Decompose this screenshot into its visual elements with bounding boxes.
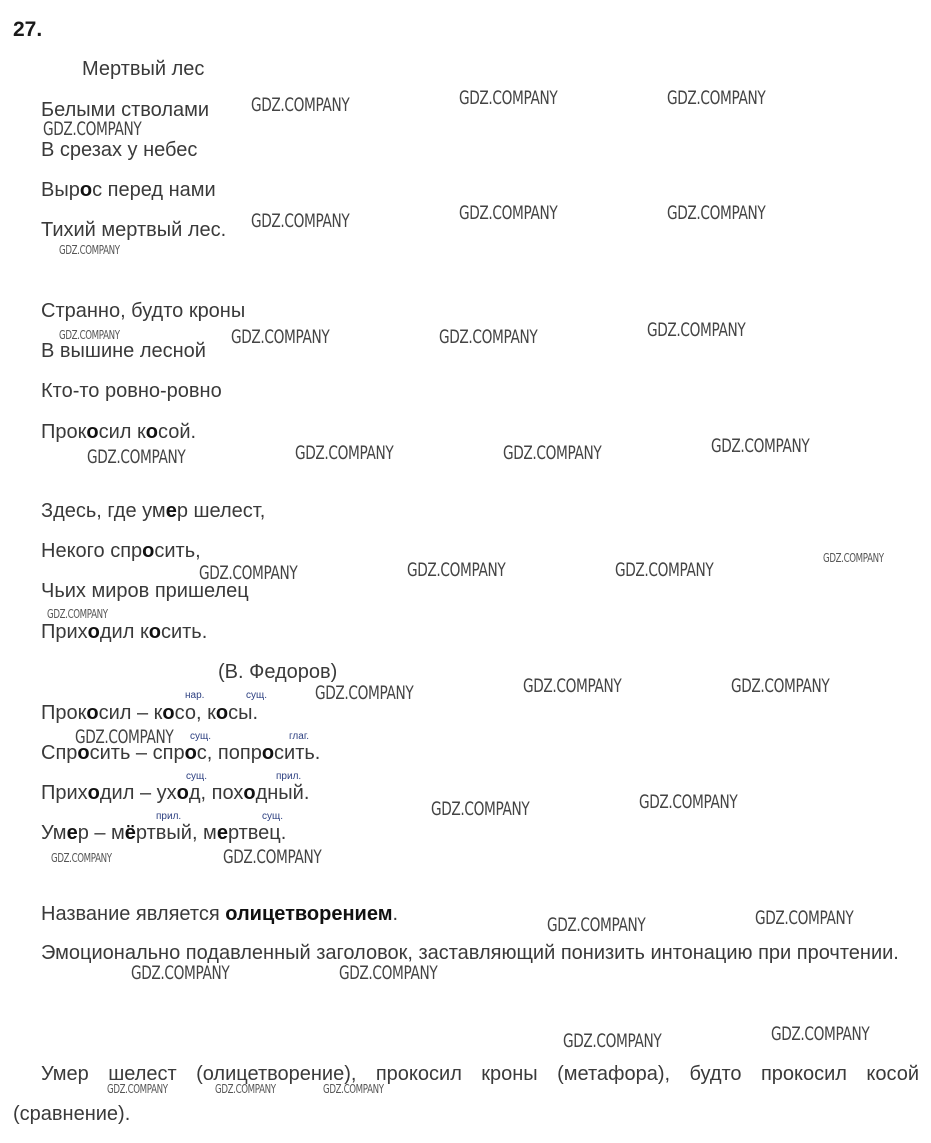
text-segment: сой. <box>157 421 197 443</box>
watermark: GDZ.COMPANY <box>231 326 330 348</box>
watermark: GDZ.COMPANY <box>439 326 538 348</box>
stressed-letter: о <box>176 782 189 804</box>
text-segment: . <box>392 903 399 925</box>
pos-label: сущ. <box>262 811 284 822</box>
text-segment: р – м <box>77 822 125 844</box>
poem-line <box>41 179 216 202</box>
stressed-letter: о <box>215 702 229 724</box>
stressed-letter: о <box>142 540 155 562</box>
text-segment: Название является <box>41 903 226 925</box>
text-segment: Белыми стволами <box>41 99 210 121</box>
stressed-letter: о <box>87 782 100 804</box>
watermark: GDZ.COMPANY <box>823 551 884 565</box>
stressed-letter: о <box>243 782 256 804</box>
watermark: GDZ.COMPANY <box>75 726 174 748</box>
text-segment: дил – ух <box>99 782 177 804</box>
text-segment: Прих <box>41 782 88 804</box>
text-segment: Прок <box>41 702 87 724</box>
watermark: GDZ.COMPANY <box>51 851 112 865</box>
stressed-letter: олицетворением <box>225 903 393 925</box>
watermark: GDZ.COMPANY <box>647 319 746 341</box>
stressed-letter: о <box>77 742 90 764</box>
text-segment: Здесь, где ум <box>41 500 166 522</box>
text-segment: сить, <box>154 540 201 562</box>
poem-line <box>41 421 196 444</box>
paragraph-devices: Умер шелест (олицетворение), прокосил кроны (метафора), будто прокосил косой (сравнение). <box>13 1063 919 1125</box>
poem-line <box>41 380 222 403</box>
text-segment: В срезах у небес <box>41 139 198 161</box>
text-segment: Кто-то ровно-ровно <box>41 380 222 402</box>
watermark: GDZ.COMPANY <box>199 562 298 584</box>
watermark: GDZ.COMPANY <box>215 1082 276 1096</box>
pos-label: глаг. <box>289 731 310 742</box>
watermark: GDZ.COMPANY <box>339 962 438 984</box>
text-segment: Выр <box>41 179 80 201</box>
watermark: GDZ.COMPANY <box>667 87 766 109</box>
poem-line <box>41 621 207 644</box>
analysis-line <box>41 702 258 725</box>
watermark: GDZ.COMPANY <box>87 446 186 468</box>
pos-label: сущ. <box>246 690 268 701</box>
text-segment: дил к <box>99 621 149 643</box>
text-segment: сы. <box>228 702 259 724</box>
watermark: GDZ.COMPANY <box>131 962 230 984</box>
text-segment: д, пох <box>188 782 244 804</box>
watermark: GDZ.COMPANY <box>251 210 350 232</box>
poem-line <box>41 500 265 523</box>
text-segment: со, к <box>174 702 216 724</box>
watermark: GDZ.COMPANY <box>251 94 350 116</box>
text-segment: дный. <box>255 782 310 804</box>
watermark: GDZ.COMPANY <box>59 328 120 342</box>
analysis-line <box>41 782 309 805</box>
text-segment: ртвец. <box>227 822 287 844</box>
watermark: GDZ.COMPANY <box>407 559 506 581</box>
text-segment: сить. <box>274 742 321 764</box>
text-segment: Чьих миров пришелец <box>41 580 249 602</box>
watermark: GDZ.COMPANY <box>639 791 738 813</box>
stressed-letter: о <box>86 421 99 443</box>
poem-line <box>41 540 201 563</box>
text-segment: В вышине лесной <box>41 340 206 362</box>
watermark: GDZ.COMPANY <box>459 202 558 224</box>
paragraph-emotional: Эмоционально подавленный заголовок, заставляющий понизить интонацию при прочтении. <box>41 942 899 964</box>
poem-line <box>41 219 226 242</box>
text-segment: Странно, будто кроны <box>41 300 246 322</box>
stressed-letter: о <box>87 621 100 643</box>
pos-label: сущ. <box>186 771 208 782</box>
poem-line <box>41 139 197 162</box>
stressed-letter: о <box>162 702 175 724</box>
text-segment: Прих <box>41 621 88 643</box>
watermark: GDZ.COMPANY <box>563 1030 662 1052</box>
watermark: GDZ.COMPANY <box>43 118 142 140</box>
watermark: GDZ.COMPANY <box>107 1082 168 1096</box>
stressed-letter: о <box>148 621 161 643</box>
watermark: GDZ.COMPANY <box>711 435 810 457</box>
text-segment: сить – спр <box>89 742 185 764</box>
watermark: GDZ.COMPANY <box>771 1023 870 1045</box>
watermark: GDZ.COMPANY <box>295 442 394 464</box>
watermark: GDZ.COMPANY <box>731 675 830 697</box>
text-segment: с, попр <box>196 742 262 764</box>
poem-author: (В. Федоров) <box>218 661 338 683</box>
title-note <box>41 903 398 926</box>
watermark: GDZ.COMPANY <box>547 914 646 936</box>
stressed-letter: о <box>86 702 99 724</box>
text-segment: сил – к <box>98 702 163 724</box>
stressed-letter: е <box>216 822 228 844</box>
watermark: GDZ.COMPANY <box>47 607 108 621</box>
watermark: GDZ.COMPANY <box>323 1082 384 1096</box>
task-number: 27. <box>13 18 43 41</box>
stressed-letter: о <box>79 179 93 201</box>
watermark: GDZ.COMPANY <box>523 675 622 697</box>
text-segment: Спр <box>41 742 78 764</box>
pos-label: сущ. <box>190 731 212 742</box>
poem-line <box>41 300 245 323</box>
watermark: GDZ.COMPANY <box>223 846 322 868</box>
text-segment: Прок <box>41 421 87 443</box>
pos-label: прил. <box>156 811 182 822</box>
watermark: GDZ.COMPANY <box>431 798 530 820</box>
watermark: GDZ.COMPANY <box>755 907 854 929</box>
watermark: GDZ.COMPANY <box>315 682 414 704</box>
watermark: GDZ.COMPANY <box>615 559 714 581</box>
stressed-letter: о <box>145 421 158 443</box>
text-segment: сить. <box>160 621 208 643</box>
watermark: GDZ.COMPANY <box>59 243 120 257</box>
text-segment: сил к <box>98 421 146 443</box>
text-segment: ртвый, м <box>135 822 217 844</box>
text-segment: Ум <box>41 822 67 844</box>
poem-title: Мертвый лес <box>82 58 205 80</box>
pos-label: прил. <box>276 771 302 782</box>
watermark: GDZ.COMPANY <box>667 202 766 224</box>
text-segment: с перед нами <box>92 179 216 201</box>
watermark: GDZ.COMPANY <box>459 87 558 109</box>
stressed-letter: о <box>184 742 197 764</box>
text-segment: Тихий мертвый лес. <box>41 219 227 241</box>
pos-label: нар. <box>185 690 205 701</box>
watermark: GDZ.COMPANY <box>503 442 602 464</box>
stressed-letter: ё <box>124 822 136 844</box>
poem-line <box>41 340 206 363</box>
analysis-line <box>41 822 286 845</box>
stressed-letter: е <box>66 822 78 844</box>
stressed-letter: о <box>261 742 275 764</box>
text-segment: Некого спр <box>41 540 143 562</box>
stressed-letter: е <box>165 500 177 522</box>
text-segment: р шелест, <box>176 500 266 522</box>
